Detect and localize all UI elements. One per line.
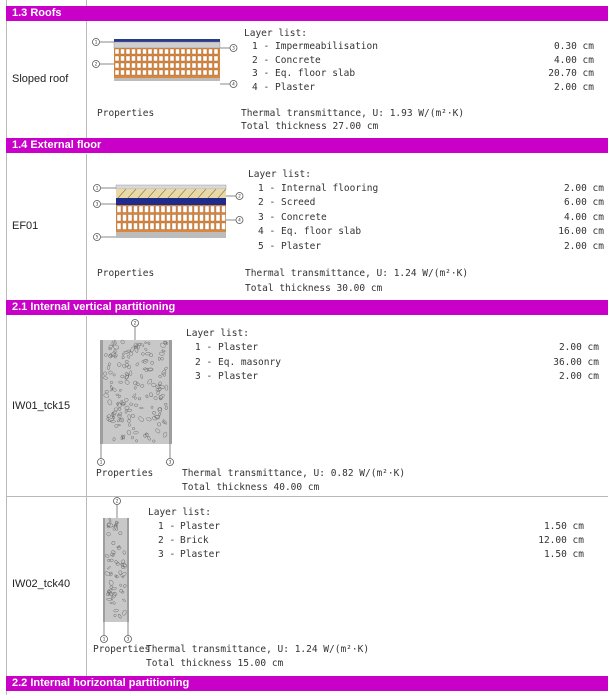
layer-marker-bottom — [167, 444, 174, 466]
slab-block — [123, 206, 127, 213]
slab-block — [159, 56, 163, 61]
slab-block — [181, 70, 185, 75]
slab-block — [192, 49, 196, 54]
slab-block — [209, 49, 213, 54]
slab-block — [139, 223, 143, 230]
impermeabilisation-layer — [114, 39, 220, 42]
layer-name: Eq. masonry — [218, 357, 281, 368]
slab-block — [134, 215, 138, 222]
slab-block — [148, 63, 152, 68]
layer-name: Plaster — [180, 521, 221, 532]
layer-marker-left — [93, 39, 115, 46]
layer-marker-right — [226, 193, 243, 200]
slab-block — [176, 63, 180, 68]
layer-number: 2 - — [252, 55, 270, 66]
slab-block — [145, 223, 149, 230]
row-name: IW02_tck40 — [12, 578, 71, 590]
layer-list-label: Layer list: — [186, 328, 249, 339]
table-divider — [86, 154, 87, 300]
svg-text:3: 3 — [232, 46, 235, 52]
slab-block — [176, 70, 180, 75]
slab-block — [222, 206, 226, 213]
slab-block — [187, 70, 191, 75]
slab-block — [211, 215, 215, 222]
slab-block — [154, 70, 158, 75]
layer-name: Plaster — [180, 549, 221, 560]
sloped-roof-diagram — [90, 34, 240, 96]
slab-block — [192, 70, 196, 75]
layer-list-label: Layer list: — [244, 28, 307, 39]
layer-name: Plaster — [218, 342, 259, 353]
layer-marker-bottom — [101, 622, 108, 643]
total-thickness: Total thickness 30.00 cm — [245, 283, 383, 294]
slab-block — [214, 70, 218, 75]
slab-block — [214, 56, 218, 61]
masonry-layer — [103, 340, 169, 444]
slab-block — [167, 215, 171, 222]
slab-block — [117, 206, 121, 213]
layer-marker-top — [114, 498, 121, 519]
row-name: EF01 — [12, 220, 39, 232]
layer-marker-bottom — [125, 622, 132, 643]
slab-block — [216, 223, 220, 230]
slab-block — [198, 63, 202, 68]
layer-marker-left — [94, 234, 117, 241]
iw02-diagram — [96, 496, 136, 646]
slab-block — [159, 49, 163, 54]
slab-block — [134, 206, 138, 213]
slab-block — [203, 49, 207, 54]
layer-number: 1 - — [258, 183, 276, 194]
slab-block — [183, 223, 187, 230]
slab-block — [154, 56, 158, 61]
svg-text:2: 2 — [94, 62, 98, 68]
ef01-diagram — [90, 180, 250, 244]
section-header-roofs: 1.3 Roofs — [6, 6, 608, 21]
layer-number: 3 - — [252, 68, 270, 79]
slab-block — [211, 223, 215, 230]
slab-block — [128, 215, 132, 222]
slab-block — [150, 223, 154, 230]
slab-block — [222, 223, 226, 230]
properties-label: Properties — [97, 268, 155, 279]
svg-text:4: 4 — [232, 82, 235, 88]
slab-block — [222, 215, 226, 222]
slab-block — [192, 63, 196, 68]
properties-label: Properties — [93, 644, 151, 655]
slab-block — [209, 63, 213, 68]
layer-list-label: Layer list: — [248, 169, 311, 180]
table-border-left — [6, 0, 7, 695]
slab-block — [189, 215, 193, 222]
total-thickness: Total thickness 27.00 cm — [241, 121, 379, 132]
slab-block — [156, 215, 160, 222]
svg-text:5: 5 — [95, 235, 99, 241]
slab-block — [203, 63, 207, 68]
slab-block — [121, 49, 125, 54]
total-thickness: Total thickness 15.00 cm — [146, 658, 284, 669]
slab-block — [115, 56, 119, 61]
slab-block — [183, 206, 187, 213]
slab-block — [156, 206, 160, 213]
layer-number: 1 - — [195, 342, 213, 353]
slab-block — [176, 49, 180, 54]
svg-text:2: 2 — [133, 321, 137, 327]
layer-name: Eq. floor slab — [275, 68, 356, 79]
layer-name: Impermeabilisation — [275, 41, 378, 52]
svg-text:1: 1 — [99, 460, 103, 466]
slab-block — [181, 56, 185, 61]
layer-thickness: 4.00 cm — [563, 212, 604, 223]
slab-block — [123, 223, 127, 230]
slab-block — [128, 223, 132, 230]
slab-block — [134, 223, 138, 230]
internal-flooring-layer — [116, 185, 226, 189]
slab-block — [126, 63, 130, 68]
slab-block — [200, 223, 204, 230]
layer-number: 1 - — [158, 521, 176, 532]
slab-block — [165, 63, 169, 68]
plaster-layer-left — [100, 340, 103, 444]
layer-thickness: 6.00 cm — [563, 197, 604, 208]
slab-block — [203, 56, 207, 61]
slab-block — [139, 206, 143, 213]
slab-block — [176, 56, 180, 61]
total-thickness: Total thickness 40.00 cm — [182, 482, 320, 493]
slab-block — [123, 215, 127, 222]
slab-block — [198, 49, 202, 54]
svg-text:1: 1 — [95, 186, 99, 192]
slab-block — [154, 63, 158, 68]
plaster-layer — [114, 78, 220, 81]
slab-block — [159, 70, 163, 75]
slab-block — [170, 49, 174, 54]
slab-block — [117, 215, 121, 222]
slab-block — [187, 49, 191, 54]
table-divider — [86, 21, 87, 138]
slab-block — [209, 70, 213, 75]
slab-block — [161, 215, 165, 222]
slab-block — [143, 63, 147, 68]
layer-number: 3 - — [158, 549, 176, 560]
slab-block — [137, 70, 141, 75]
layer-thickness: 1.50 cm — [543, 521, 584, 532]
layer-name: Eq. floor slab — [281, 226, 362, 237]
slab-block — [115, 63, 119, 68]
section-header-internal-vertical: 2.1 Internal vertical partitioning — [6, 300, 608, 315]
layer-number: 2 - — [158, 535, 176, 546]
thermal-transmittance: Thermal transmittance, U: 1.24 W/(m²·K) — [245, 268, 469, 279]
slab-block — [194, 215, 198, 222]
slab-block — [143, 70, 147, 75]
layer-thickness: 2.00 cm — [563, 183, 604, 194]
layer-thickness: 12.00 cm — [538, 535, 584, 546]
slab-block — [143, 49, 147, 54]
layer-marker-left — [94, 201, 117, 208]
layer-number: 3 - — [258, 212, 276, 223]
svg-text:3: 3 — [168, 460, 172, 466]
layer-marker-bottom — [98, 444, 105, 466]
layer-marker-left — [93, 61, 115, 68]
slab-block — [132, 63, 136, 68]
plaster-layer-left — [103, 518, 105, 622]
slab-block — [154, 49, 158, 54]
brick-layer — [105, 518, 127, 622]
layer-name: Plaster — [281, 241, 322, 252]
concrete-layer — [114, 42, 220, 48]
layer-marker-left — [94, 185, 117, 192]
slab-block — [181, 49, 185, 54]
section-header-external-floor: 1.4 External floor — [6, 138, 608, 153]
layer-marker-top — [132, 320, 139, 341]
slab-block — [214, 63, 218, 68]
slab-block — [132, 49, 136, 54]
layer-thickness: 0.30 cm — [553, 41, 594, 52]
slab-block — [165, 70, 169, 75]
thermal-transmittance: Thermal transmittance, U: 0.82 W/(m²·K) — [182, 468, 406, 479]
plaster-layer-right — [169, 340, 172, 444]
slab-block — [145, 206, 149, 213]
floor-slab-layer — [116, 205, 226, 232]
slab-block — [170, 70, 174, 75]
slab-block — [139, 215, 143, 222]
slab-block — [211, 206, 215, 213]
slab-block — [187, 56, 191, 61]
slab-block — [126, 49, 130, 54]
layer-marker-right — [220, 45, 237, 52]
slab-block — [150, 215, 154, 222]
layer-thickness: 16.00 cm — [558, 226, 604, 237]
layer-name: Plaster — [275, 82, 316, 93]
slab-block — [145, 215, 149, 222]
slab-block — [117, 223, 121, 230]
slab-block — [216, 215, 220, 222]
svg-text:3: 3 — [126, 637, 130, 643]
layer-number: 1 - — [252, 41, 270, 52]
row-name: IW01_tck15 — [12, 400, 71, 412]
slab-block — [172, 223, 176, 230]
slab-block — [132, 56, 136, 61]
slab-block — [161, 206, 165, 213]
slab-block — [194, 206, 198, 213]
layer-number: 4 - — [258, 226, 276, 237]
slab-block — [156, 223, 160, 230]
svg-text:4: 4 — [238, 218, 241, 224]
slab-block — [121, 63, 125, 68]
slab-block — [198, 56, 202, 61]
slab-block — [209, 56, 213, 61]
iw01-diagram — [92, 318, 182, 468]
slab-block — [172, 215, 176, 222]
slab-block — [148, 70, 152, 75]
layer-number: 3 - — [195, 371, 213, 382]
slab-block — [189, 223, 193, 230]
slab-block — [128, 206, 132, 213]
section-header-internal-horizontal: 2.2 Internal horizontal partitioning — [6, 676, 608, 691]
layer-name: Concrete — [281, 212, 327, 223]
svg-text:2: 2 — [238, 194, 241, 200]
slab-block — [178, 215, 182, 222]
slab-block — [148, 49, 152, 54]
slab-block — [132, 70, 136, 75]
slab-block — [165, 49, 169, 54]
thermal-transmittance: Thermal transmittance, U: 1.24 W/(m²·K) — [146, 644, 370, 655]
slab-block — [148, 56, 152, 61]
layer-name: Concrete — [275, 55, 321, 66]
slab-block — [115, 49, 119, 54]
layer-number: 2 - — [258, 197, 276, 208]
layer-number: 5 - — [258, 241, 276, 252]
slab-block — [137, 56, 141, 61]
slab-block — [205, 215, 209, 222]
slab-block — [126, 70, 130, 75]
layer-name: Screed — [281, 197, 316, 208]
slab-block — [126, 56, 130, 61]
slab-block — [121, 70, 125, 75]
row-name: Sloped roof — [12, 73, 69, 85]
layer-list-label: Layer list: — [148, 507, 211, 518]
slab-block — [183, 215, 187, 222]
slab-block — [192, 56, 196, 61]
slab-block — [121, 56, 125, 61]
slab-block — [214, 49, 218, 54]
slab-block — [205, 223, 209, 230]
slab-block — [205, 206, 209, 213]
layer-thickness: 4.00 cm — [553, 55, 594, 66]
layer-thickness: 2.00 cm — [558, 371, 599, 382]
slab-block — [170, 63, 174, 68]
slab-block — [143, 56, 147, 61]
svg-text:1: 1 — [102, 637, 106, 643]
properties-label: Properties — [97, 108, 155, 119]
layer-name: Internal flooring — [281, 183, 379, 194]
slab-block — [137, 49, 141, 54]
slab-block — [178, 223, 182, 230]
slab-block — [167, 223, 171, 230]
thermal-transmittance: Thermal transmittance, U: 1.93 W/(m²·K) — [241, 108, 465, 119]
layer-number: 4 - — [252, 82, 270, 93]
slab-block — [216, 206, 220, 213]
slab-block — [150, 206, 154, 213]
layer-marker-right — [220, 81, 237, 88]
slab-block — [178, 206, 182, 213]
svg-text:3: 3 — [95, 202, 99, 208]
slab-block — [200, 206, 204, 213]
slab-block — [203, 70, 207, 75]
slab-block — [159, 63, 163, 68]
slab-block — [161, 223, 165, 230]
slab-block — [189, 206, 193, 213]
slab-block — [167, 206, 171, 213]
layer-thickness: 36.00 cm — [553, 357, 599, 368]
layer-marker-right — [226, 217, 243, 224]
slab-block — [187, 63, 191, 68]
layer-thickness: 2.00 cm — [558, 342, 599, 353]
slab-block — [115, 70, 119, 75]
layer-thickness: 2.00 cm — [553, 82, 594, 93]
svg-text:2: 2 — [115, 499, 119, 505]
slab-block — [137, 63, 141, 68]
slab-block — [200, 215, 204, 222]
slab-block — [181, 63, 185, 68]
plaster-layer — [116, 232, 226, 238]
layer-number: 2 - — [195, 357, 213, 368]
concrete-layer — [116, 198, 226, 205]
layer-thickness: 20.70 cm — [548, 68, 594, 79]
layer-thickness: 2.00 cm — [563, 241, 604, 252]
slab-block — [194, 223, 198, 230]
layer-name: Brick — [180, 535, 209, 546]
slab-block — [165, 56, 169, 61]
plaster-layer-right — [127, 518, 129, 622]
slab-block — [198, 70, 202, 75]
layer-name: Plaster — [218, 371, 259, 382]
properties-label: Properties — [96, 468, 154, 479]
svg-text:1: 1 — [94, 40, 98, 46]
slab-block — [172, 206, 176, 213]
slab-block — [170, 56, 174, 61]
layer-thickness: 1.50 cm — [543, 549, 584, 560]
